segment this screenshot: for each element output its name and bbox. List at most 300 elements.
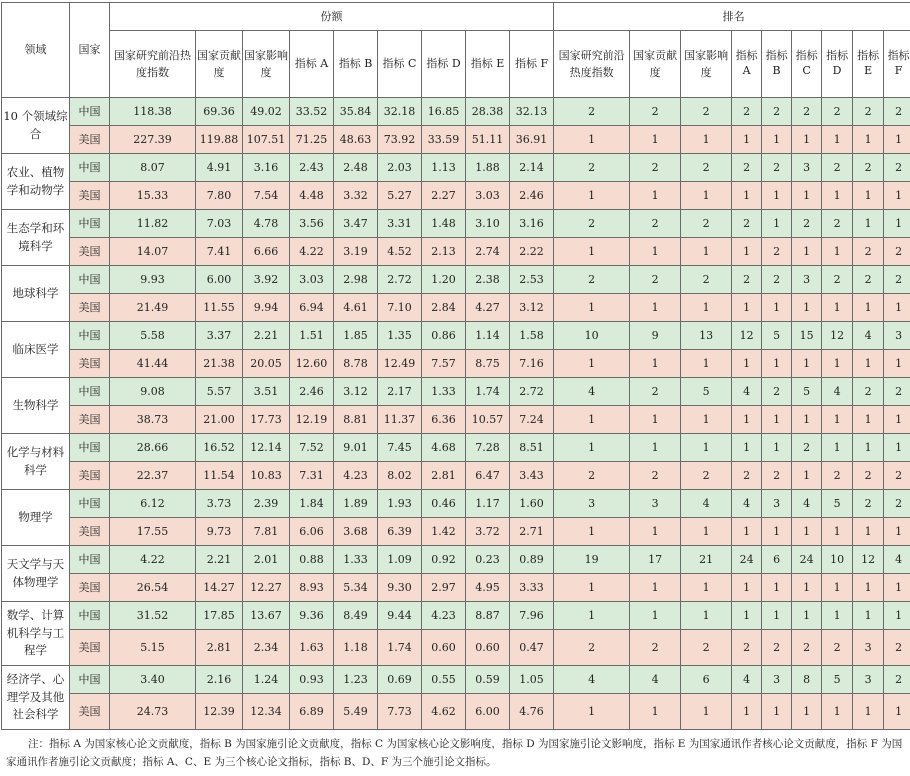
share-cell: 0.93 xyxy=(290,666,334,694)
share-cell: 32.13 xyxy=(510,98,554,126)
share-cell: 17.55 xyxy=(110,518,196,546)
rank-cell: 4 xyxy=(822,378,853,406)
table-row xyxy=(2,210,910,238)
header-rank-indicator-d: 指标D xyxy=(822,31,853,98)
share-cell: 1.13 xyxy=(422,154,466,182)
rank-cell: 1 xyxy=(853,210,884,238)
rank-cell: 24 xyxy=(732,546,762,574)
share-cell: 7.80 xyxy=(196,182,243,210)
share-cell: 1.14 xyxy=(466,322,510,350)
share-cell: 11.55 xyxy=(196,294,243,322)
rank-cell: 5 xyxy=(681,378,732,406)
table-row xyxy=(2,98,910,126)
share-cell: 1.88 xyxy=(466,154,510,182)
country-cell: 美国 xyxy=(70,294,110,322)
rank-cell: 1 xyxy=(792,294,822,322)
rank-cell: 1 xyxy=(681,574,732,602)
rank-cell: 4 xyxy=(792,490,822,518)
domain-cell: 经济学、心理学及其他社会科学 xyxy=(2,666,70,730)
share-cell: 28.66 xyxy=(110,434,196,462)
share-cell: 2.72 xyxy=(378,266,422,294)
country-cell: 中国 xyxy=(70,322,110,350)
rank-cell: 5 xyxy=(822,666,853,694)
rank-cell: 2 xyxy=(762,630,792,666)
rank-cell: 17 xyxy=(630,546,681,574)
rank-cell: 2 xyxy=(630,154,681,182)
rank-cell: 1 xyxy=(853,350,884,378)
rank-cell: 2 xyxy=(630,630,681,666)
share-cell: 12.60 xyxy=(290,350,334,378)
share-cell: 7.16 xyxy=(510,350,554,378)
rank-cell: 2 xyxy=(554,266,630,294)
rank-cell: 2 xyxy=(554,462,630,490)
rank-cell: 2 xyxy=(884,98,910,126)
country-cell: 美国 xyxy=(70,518,110,546)
header-share-hotness: 国家研究前沿热度指数 xyxy=(110,31,196,98)
share-cell: 21.49 xyxy=(110,294,196,322)
rank-cell: 2 xyxy=(822,266,853,294)
share-cell: 3.40 xyxy=(110,666,196,694)
share-cell: 3.19 xyxy=(334,238,378,266)
share-cell: 4.22 xyxy=(290,238,334,266)
rank-cell: 1 xyxy=(732,518,762,546)
header-rank-contribution: 国家贡献度 xyxy=(630,31,681,98)
rank-cell: 1 xyxy=(792,350,822,378)
share-cell: 7.52 xyxy=(290,434,334,462)
share-cell: 3.73 xyxy=(196,490,243,518)
rank-cell: 1 xyxy=(792,518,822,546)
share-cell: 1.93 xyxy=(378,490,422,518)
rank-cell: 1 xyxy=(630,238,681,266)
share-cell: 2.39 xyxy=(243,490,290,518)
share-cell: 0.69 xyxy=(378,666,422,694)
share-cell: 41.44 xyxy=(110,350,196,378)
rank-cell: 4 xyxy=(630,666,681,694)
share-cell: 227.39 xyxy=(110,126,196,154)
share-cell: 2.38 xyxy=(466,266,510,294)
rank-cell: 4 xyxy=(554,378,630,406)
rank-cell: 3 xyxy=(762,490,792,518)
rank-cell: 1 xyxy=(554,182,630,210)
share-cell: 1.89 xyxy=(334,490,378,518)
share-cell: 6.00 xyxy=(196,266,243,294)
country-cell: 美国 xyxy=(70,694,110,730)
rank-cell: 1 xyxy=(554,350,630,378)
share-cell: 8.02 xyxy=(378,462,422,490)
header-share-group: 份额 xyxy=(110,3,554,31)
share-cell: 3.72 xyxy=(466,518,510,546)
rank-cell: 1 xyxy=(884,210,910,238)
table-row xyxy=(2,462,910,490)
rank-cell: 5 xyxy=(822,490,853,518)
rank-cell: 1 xyxy=(822,294,853,322)
share-cell: 15.33 xyxy=(110,182,196,210)
share-cell: 4.48 xyxy=(290,182,334,210)
share-cell: 1.17 xyxy=(466,490,510,518)
rank-cell: 19 xyxy=(554,546,630,574)
country-cell: 美国 xyxy=(70,182,110,210)
share-cell: 5.27 xyxy=(378,182,422,210)
share-cell: 2.84 xyxy=(422,294,466,322)
share-cell: 8.07 xyxy=(110,154,196,182)
header-share-influence: 国家影响度 xyxy=(243,31,290,98)
header-rank-hotness: 国家研究前沿热度指数 xyxy=(554,31,630,98)
rank-cell: 2 xyxy=(762,238,792,266)
table-row xyxy=(2,182,910,210)
rank-cell: 2 xyxy=(853,490,884,518)
rank-cell: 1 xyxy=(762,602,792,630)
rank-cell: 1 xyxy=(630,694,681,730)
share-cell: 6.89 xyxy=(290,694,334,730)
share-cell: 48.63 xyxy=(334,126,378,154)
rank-cell: 2 xyxy=(681,154,732,182)
rank-cell: 1 xyxy=(792,238,822,266)
rank-cell: 1 xyxy=(681,694,732,730)
country-cell: 美国 xyxy=(70,574,110,602)
share-cell: 4.91 xyxy=(196,154,243,182)
share-cell: 21.00 xyxy=(196,406,243,434)
rank-cell: 13 xyxy=(681,322,732,350)
share-cell: 1.33 xyxy=(422,378,466,406)
rank-cell: 2 xyxy=(762,462,792,490)
rank-cell: 8 xyxy=(792,666,822,694)
share-cell: 2.14 xyxy=(510,154,554,182)
share-cell: 6.47 xyxy=(466,462,510,490)
share-cell: 1.18 xyxy=(334,630,378,666)
rank-cell: 1 xyxy=(762,406,792,434)
rank-cell: 2 xyxy=(762,154,792,182)
rank-cell: 1 xyxy=(884,434,910,462)
share-cell: 2.71 xyxy=(510,518,554,546)
domain-cell: 化学与材料科学 xyxy=(2,434,70,490)
rank-cell: 2 xyxy=(554,154,630,182)
share-cell: 2.13 xyxy=(422,238,466,266)
share-cell: 28.38 xyxy=(466,98,510,126)
share-cell: 5.58 xyxy=(110,322,196,350)
share-cell: 1.60 xyxy=(510,490,554,518)
rank-cell: 3 xyxy=(554,490,630,518)
share-cell: 9.36 xyxy=(290,602,334,630)
rank-cell: 1 xyxy=(853,518,884,546)
share-cell: 1.23 xyxy=(334,666,378,694)
rank-cell: 1 xyxy=(762,210,792,238)
rank-cell: 1 xyxy=(732,434,762,462)
country-cell: 中国 xyxy=(70,666,110,694)
share-cell: 11.37 xyxy=(378,406,422,434)
rank-cell: 2 xyxy=(630,462,681,490)
table-row xyxy=(2,238,910,266)
share-cell: 16.85 xyxy=(422,98,466,126)
share-cell: 1.09 xyxy=(378,546,422,574)
header-rank-indicator-e: 指标E xyxy=(853,31,884,98)
share-cell: 7.96 xyxy=(510,602,554,630)
rank-cell: 3 xyxy=(630,490,681,518)
rank-cell: 1 xyxy=(853,126,884,154)
share-cell: 2.43 xyxy=(290,154,334,182)
share-cell: 51.11 xyxy=(466,126,510,154)
share-cell: 1.74 xyxy=(378,630,422,666)
rank-cell: 5 xyxy=(792,378,822,406)
rank-cell: 2 xyxy=(732,98,762,126)
share-cell: 12.19 xyxy=(290,406,334,434)
rank-cell: 1 xyxy=(884,406,910,434)
share-cell: 24.73 xyxy=(110,694,196,730)
rank-cell: 2 xyxy=(630,378,681,406)
rank-cell: 2 xyxy=(884,378,910,406)
rank-cell: 2 xyxy=(792,98,822,126)
share-cell: 3.10 xyxy=(466,210,510,238)
rank-cell: 4 xyxy=(732,490,762,518)
share-cell: 1.58 xyxy=(510,322,554,350)
header-share-indicator-e: 指标 E xyxy=(466,31,510,98)
rank-cell: 2 xyxy=(822,630,853,666)
rank-cell: 10 xyxy=(822,546,853,574)
share-cell: 2.03 xyxy=(378,154,422,182)
share-cell: 7.73 xyxy=(378,694,422,730)
rank-cell: 12 xyxy=(853,546,884,574)
rank-cell: 3 xyxy=(792,266,822,294)
share-cell: 4.76 xyxy=(510,694,554,730)
rank-cell: 2 xyxy=(884,266,910,294)
rank-cell: 1 xyxy=(853,694,884,730)
share-cell: 9.73 xyxy=(196,518,243,546)
rank-cell: 1 xyxy=(822,126,853,154)
country-cell: 中国 xyxy=(70,154,110,182)
rank-cell: 1 xyxy=(762,350,792,378)
share-cell: 118.38 xyxy=(110,98,196,126)
share-cell: 2.98 xyxy=(334,266,378,294)
rank-cell: 6 xyxy=(762,546,792,574)
share-cell: 6.00 xyxy=(466,694,510,730)
share-cell: 73.92 xyxy=(378,126,422,154)
rank-cell: 3 xyxy=(853,630,884,666)
share-cell: 4.95 xyxy=(466,574,510,602)
share-cell: 8.49 xyxy=(334,602,378,630)
rank-cell: 1 xyxy=(792,694,822,730)
rank-cell: 1 xyxy=(884,602,910,630)
rank-cell: 2 xyxy=(853,266,884,294)
rank-cell: 2 xyxy=(884,154,910,182)
share-cell: 4.27 xyxy=(466,294,510,322)
rank-cell: 1 xyxy=(732,238,762,266)
country-cell: 美国 xyxy=(70,462,110,490)
header-country: 国家 xyxy=(70,3,110,98)
table-row xyxy=(2,546,910,574)
share-cell: 12.34 xyxy=(243,694,290,730)
share-cell: 8.51 xyxy=(510,434,554,462)
rank-cell: 1 xyxy=(554,406,630,434)
rank-cell: 2 xyxy=(554,210,630,238)
share-cell: 0.60 xyxy=(466,630,510,666)
share-cell: 2.22 xyxy=(510,238,554,266)
rank-cell: 3 xyxy=(884,322,910,350)
table-row xyxy=(2,350,910,378)
share-cell: 10.83 xyxy=(243,462,290,490)
rank-cell: 1 xyxy=(554,434,630,462)
data-table xyxy=(1,2,910,730)
rank-cell: 1 xyxy=(822,182,853,210)
share-cell: 7.57 xyxy=(422,350,466,378)
rank-cell: 1 xyxy=(554,694,630,730)
share-cell: 0.92 xyxy=(422,546,466,574)
country-cell: 中国 xyxy=(70,210,110,238)
rank-cell: 2 xyxy=(792,434,822,462)
rank-cell: 1 xyxy=(822,238,853,266)
rank-cell: 9 xyxy=(630,322,681,350)
table-row xyxy=(2,294,910,322)
rank-cell: 3 xyxy=(853,666,884,694)
share-cell: 6.94 xyxy=(290,294,334,322)
rank-cell: 12 xyxy=(732,322,762,350)
rank-cell: 2 xyxy=(681,98,732,126)
rank-cell: 1 xyxy=(630,126,681,154)
share-cell: 69.36 xyxy=(196,98,243,126)
share-cell: 9.44 xyxy=(378,602,422,630)
rank-cell: 1 xyxy=(762,182,792,210)
share-cell: 2.97 xyxy=(422,574,466,602)
rank-cell: 2 xyxy=(762,378,792,406)
share-cell: 1.63 xyxy=(290,630,334,666)
share-cell: 6.06 xyxy=(290,518,334,546)
share-cell: 2.27 xyxy=(422,182,466,210)
share-cell: 3.56 xyxy=(290,210,334,238)
share-cell: 12.27 xyxy=(243,574,290,602)
share-cell: 8.75 xyxy=(466,350,510,378)
country-cell: 中国 xyxy=(70,98,110,126)
rank-cell: 1 xyxy=(554,294,630,322)
share-cell: 5.57 xyxy=(196,378,243,406)
rank-cell: 1 xyxy=(792,462,822,490)
share-cell: 2.34 xyxy=(243,630,290,666)
rank-cell: 2 xyxy=(884,630,910,666)
share-cell: 0.23 xyxy=(466,546,510,574)
rank-cell: 1 xyxy=(554,574,630,602)
share-cell: 7.10 xyxy=(378,294,422,322)
share-cell: 3.92 xyxy=(243,266,290,294)
rank-cell: 1 xyxy=(630,518,681,546)
share-cell: 2.16 xyxy=(196,666,243,694)
share-cell: 1.35 xyxy=(378,322,422,350)
rank-cell: 1 xyxy=(884,574,910,602)
share-cell: 0.88 xyxy=(290,546,334,574)
rank-cell: 21 xyxy=(681,546,732,574)
share-cell: 3.51 xyxy=(243,378,290,406)
share-cell: 1.51 xyxy=(290,322,334,350)
table-row xyxy=(2,322,910,350)
rank-cell: 1 xyxy=(681,518,732,546)
rank-cell: 1 xyxy=(853,182,884,210)
rank-cell: 2 xyxy=(681,630,732,666)
share-cell: 32.18 xyxy=(378,98,422,126)
share-cell: 7.54 xyxy=(243,182,290,210)
country-cell: 中国 xyxy=(70,378,110,406)
share-cell: 0.86 xyxy=(422,322,466,350)
share-cell: 10.57 xyxy=(466,406,510,434)
share-cell: 1.33 xyxy=(334,546,378,574)
rank-cell: 1 xyxy=(554,602,630,630)
share-cell: 2.21 xyxy=(243,322,290,350)
rank-cell: 2 xyxy=(681,462,732,490)
table-row xyxy=(2,490,910,518)
rank-cell: 2 xyxy=(884,462,910,490)
rank-cell: 4 xyxy=(732,666,762,694)
rank-cell: 2 xyxy=(732,630,762,666)
header-rank-indicator-c: 指标C xyxy=(792,31,822,98)
share-cell: 7.28 xyxy=(466,434,510,462)
rank-cell: 24 xyxy=(792,546,822,574)
share-cell: 0.46 xyxy=(422,490,466,518)
share-cell: 0.59 xyxy=(466,666,510,694)
share-cell: 1.84 xyxy=(290,490,334,518)
rank-cell: 1 xyxy=(630,574,681,602)
rank-cell: 1 xyxy=(853,434,884,462)
share-cell: 3.16 xyxy=(510,210,554,238)
domain-cell: 天文学与天体物理学 xyxy=(2,546,70,602)
share-cell: 3.47 xyxy=(334,210,378,238)
share-cell: 31.52 xyxy=(110,602,196,630)
header-share-indicator-a: 指标 A xyxy=(290,31,334,98)
share-cell: 2.81 xyxy=(196,630,243,666)
rank-cell: 1 xyxy=(630,182,681,210)
rank-cell: 1 xyxy=(792,574,822,602)
rank-cell: 1 xyxy=(884,694,910,730)
rank-cell: 1 xyxy=(630,350,681,378)
share-cell: 3.03 xyxy=(290,266,334,294)
country-cell: 美国 xyxy=(70,126,110,154)
header-share-indicator-d: 指标 D xyxy=(422,31,466,98)
table-row xyxy=(2,694,910,730)
share-cell: 71.25 xyxy=(290,126,334,154)
rank-cell: 1 xyxy=(853,574,884,602)
share-cell: 33.59 xyxy=(422,126,466,154)
share-cell: 3.12 xyxy=(510,294,554,322)
share-cell: 3.32 xyxy=(334,182,378,210)
rank-cell: 1 xyxy=(681,238,732,266)
rank-cell: 1 xyxy=(630,602,681,630)
rank-cell: 1 xyxy=(681,294,732,322)
rank-cell: 1 xyxy=(732,694,762,730)
rank-cell: 1 xyxy=(884,518,910,546)
rank-cell: 2 xyxy=(853,378,884,406)
share-cell: 3.31 xyxy=(378,210,422,238)
domain-cell: 地球科学 xyxy=(2,266,70,322)
share-cell: 5.15 xyxy=(110,630,196,666)
rank-cell: 1 xyxy=(681,350,732,378)
share-cell: 8.78 xyxy=(334,350,378,378)
share-cell: 7.81 xyxy=(243,518,290,546)
rank-cell: 2 xyxy=(762,266,792,294)
table-body xyxy=(2,98,910,730)
table-row xyxy=(2,434,910,462)
share-cell: 7.31 xyxy=(290,462,334,490)
rank-cell: 4 xyxy=(554,666,630,694)
rank-cell: 1 xyxy=(554,126,630,154)
rank-cell: 1 xyxy=(681,406,732,434)
country-cell: 中国 xyxy=(70,434,110,462)
rank-cell: 1 xyxy=(732,182,762,210)
rank-cell: 1 xyxy=(762,694,792,730)
share-cell: 7.41 xyxy=(196,238,243,266)
rank-cell: 3 xyxy=(762,666,792,694)
country-cell: 中国 xyxy=(70,546,110,574)
share-cell: 12.14 xyxy=(243,434,290,462)
rank-cell: 1 xyxy=(554,518,630,546)
rank-cell: 2 xyxy=(732,266,762,294)
share-cell: 3.12 xyxy=(334,378,378,406)
country-cell: 美国 xyxy=(70,350,110,378)
rank-cell: 2 xyxy=(732,462,762,490)
share-cell: 1.05 xyxy=(510,666,554,694)
